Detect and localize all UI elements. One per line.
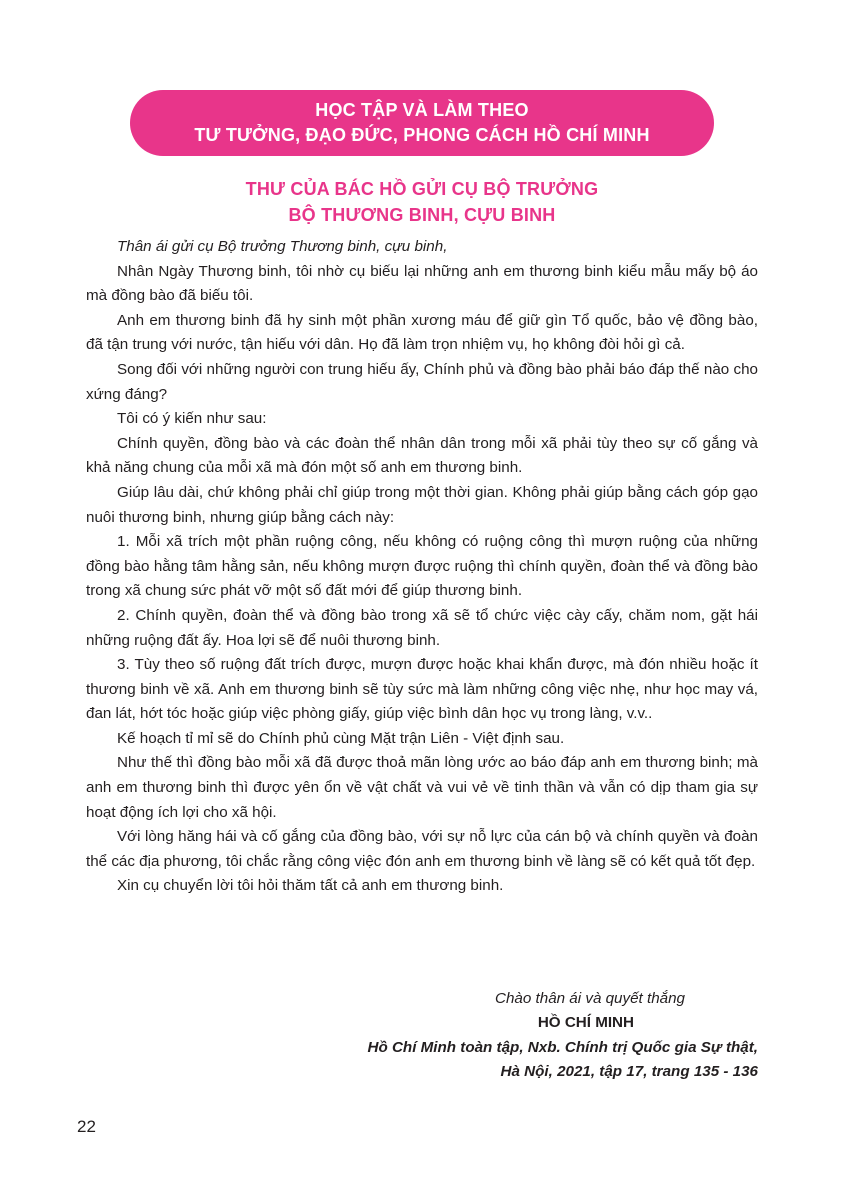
paragraph: Nhân Ngày Thương binh, tôi nhờ cụ biếu lại những anh em thương binh kiểu mẫu mấy bộ áo mà đồng bào đã biếu tôi. <box>86 262 758 305</box>
paragraph: Với lòng hăng hái và cố gắng của đồng bào, với sự nỗ lực của cán bộ và chính quyền và đoàn thể các địa phương, tôi chắc rằng công việc đón anh em thương binh về làng sẽ có kết quả tốt đẹp. <box>86 828 758 870</box>
paragraph: Kế hoạch tỉ mỉ sẽ do Chính phủ cùng Mặt trận Liên - Việt định sau. <box>117 729 565 747</box>
source-line-1: Hồ Chí Minh toàn tập, Nxb. Chính trị Quốc gia Sự thật, <box>367 1038 758 1056</box>
page-number: 22 <box>77 1117 96 1136</box>
greeting: Thân ái gửi cụ Bộ trưởng Thương binh, cựu binh, <box>117 238 448 255</box>
signature-block <box>158 987 758 1085</box>
banner-line-1: HỌC TẬP VÀ LÀM THEO <box>315 100 529 120</box>
paragraph: 3. Tùy theo số ruộng đất trích được, mượn được hoặc khai khẩn được, mà đón nhiều hoặc ít thương binh về xã. Anh em thương binh sẽ tùy sức mà làm những công việc nhẹ, như học may vá, đan lát, hớt tóc hoặc giúp việc phòng giấy, giúp việc bình dân học vụ trong làng, v.v.. <box>86 656 758 723</box>
letter-body <box>86 235 758 899</box>
paragraph: Giúp lâu dài, chứ không phải chỉ giúp trong một thời gian. Không phải giúp bằng cách góp gạo nuôi thương binh, nhưng giúp bằng cách này: <box>86 483 758 526</box>
paragraph: Anh em thương binh đã hy sinh một phần xương máu để giữ gìn Tổ quốc, bảo vệ đồng bào, đã tận trung với nước, tận hiếu với dân. Họ đã làm trọn nhiệm vụ, họ không đòi hỏi gì cả. <box>86 311 758 354</box>
paragraph: 2. Chính quyền, đoàn thể và đồng bào trong xã sẽ tổ chức việc cày cấy, chăm nom, gặt hái những ruộng đất ấy. Hoa lợi sẽ để nuôi thương binh. <box>86 606 758 649</box>
letter-title <box>0 176 844 228</box>
signature-name: HỒ CHÍ MINH <box>537 1014 634 1032</box>
banner-line-2: TƯ TƯỞNG, ĐẠO ĐỨC, PHONG CÁCH HỒ CHÍ MINH <box>194 125 650 145</box>
paragraph: Xin cụ chuyển lời tôi hỏi thăm tất cả anh em thương binh. <box>117 877 504 895</box>
paragraph: Tôi có ý kiến như sau: <box>117 410 267 428</box>
title-line-1: THƯ CỦA BÁC HỒ GỬI CỤ BỘ TRƯỞNG <box>245 179 599 199</box>
paragraph: Song đối với những người con trung hiếu ấy, Chính phủ và đồng bào phải báo đáp thế nào cho xứng đáng? <box>86 360 758 403</box>
paragraph: 1. Mỗi xã trích một phần ruộng công, nếu không có ruộng công thì mượn ruộng của những đồng bào hằng tâm hằng sản, nếu không mượn được ruộng thì chính quyền, đoàn thể và đồng bào trong xã chung sức phát vỡ một số đất mới để giúp thương binh. <box>86 533 758 600</box>
closing-line: Chào thân ái và quyết thắng <box>495 990 685 1007</box>
paragraph: Chính quyền, đồng bào và các đoàn thể nhân dân trong mỗi xã phải tùy theo sự cố gắng và khả năng chung của mỗi xã mà đón một số anh em thương binh. <box>86 434 758 477</box>
section-banner <box>130 90 714 156</box>
source-line-2: Hà Nội, 2021, tập 17, trang 135 - 136 <box>500 1063 758 1081</box>
title-line-2: BỘ THƯƠNG BINH, CỰU BINH <box>288 205 556 225</box>
paragraph: Như thế thì đồng bào mỗi xã đã được thoả mãn lòng ước ao báo đáp anh em thương binh; mà anh em thương binh thì được yên ổn về vật chất và vui vẻ về tinh thần và vẫn có dịp tham gia sự hoạt động ích lợi cho xã hội. <box>86 754 758 821</box>
